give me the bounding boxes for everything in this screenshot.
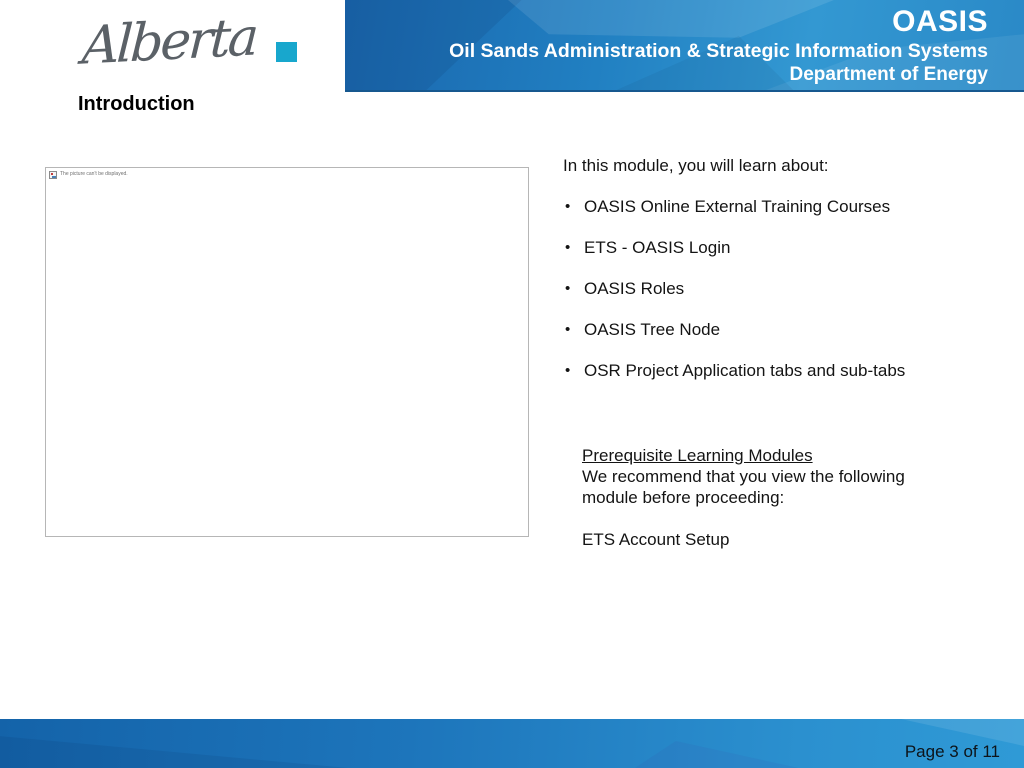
- banner-text: [449, 5, 988, 87]
- header: [0, 0, 1024, 92]
- placeholder-message: [49, 171, 128, 179]
- bullet-list: [563, 198, 1003, 403]
- intro-line: In this module, you will learn about:: [563, 156, 829, 175]
- prerequisite-heading: Prerequisite Learning Modules: [582, 446, 813, 465]
- prerequisite-line2: module before proceeding:: [582, 488, 785, 507]
- list-item: • OASIS Roles: [563, 280, 1003, 297]
- prerequisite-block: [582, 445, 1002, 550]
- placeholder-text: The picture can't be displayed.: [60, 171, 128, 177]
- prerequisite-line1: We recommend that you view the following: [582, 467, 905, 486]
- prerequisite-module-name: ETS Account Setup: [582, 530, 730, 549]
- alberta-wordmark: Alberta: [80, 7, 258, 77]
- banner-department: Department of Energy: [789, 64, 988, 85]
- alberta-logo: [0, 0, 345, 92]
- footer-band: [0, 719, 1024, 768]
- footer-facet: [0, 719, 1024, 768]
- banner-title: OASIS: [892, 5, 988, 38]
- broken-image-icon: [49, 171, 57, 179]
- page-number: Page 3 of 11: [904, 742, 1000, 761]
- banner-subtitle: Oil Sands Administration & Strategic Information Systems: [449, 40, 988, 62]
- alberta-logo-square-icon: [276, 42, 297, 62]
- list-item: • OASIS Tree Node: [563, 321, 1003, 338]
- list-item: • ETS - OASIS Login: [563, 239, 1003, 256]
- page-title: Introduction: [78, 93, 195, 115]
- image-placeholder: [45, 167, 529, 537]
- header-banner: [345, 0, 1024, 92]
- list-item: • OASIS Online External Training Courses: [563, 198, 1003, 215]
- list-item: • OSR Project Application tabs and sub-tabs: [563, 362, 1003, 379]
